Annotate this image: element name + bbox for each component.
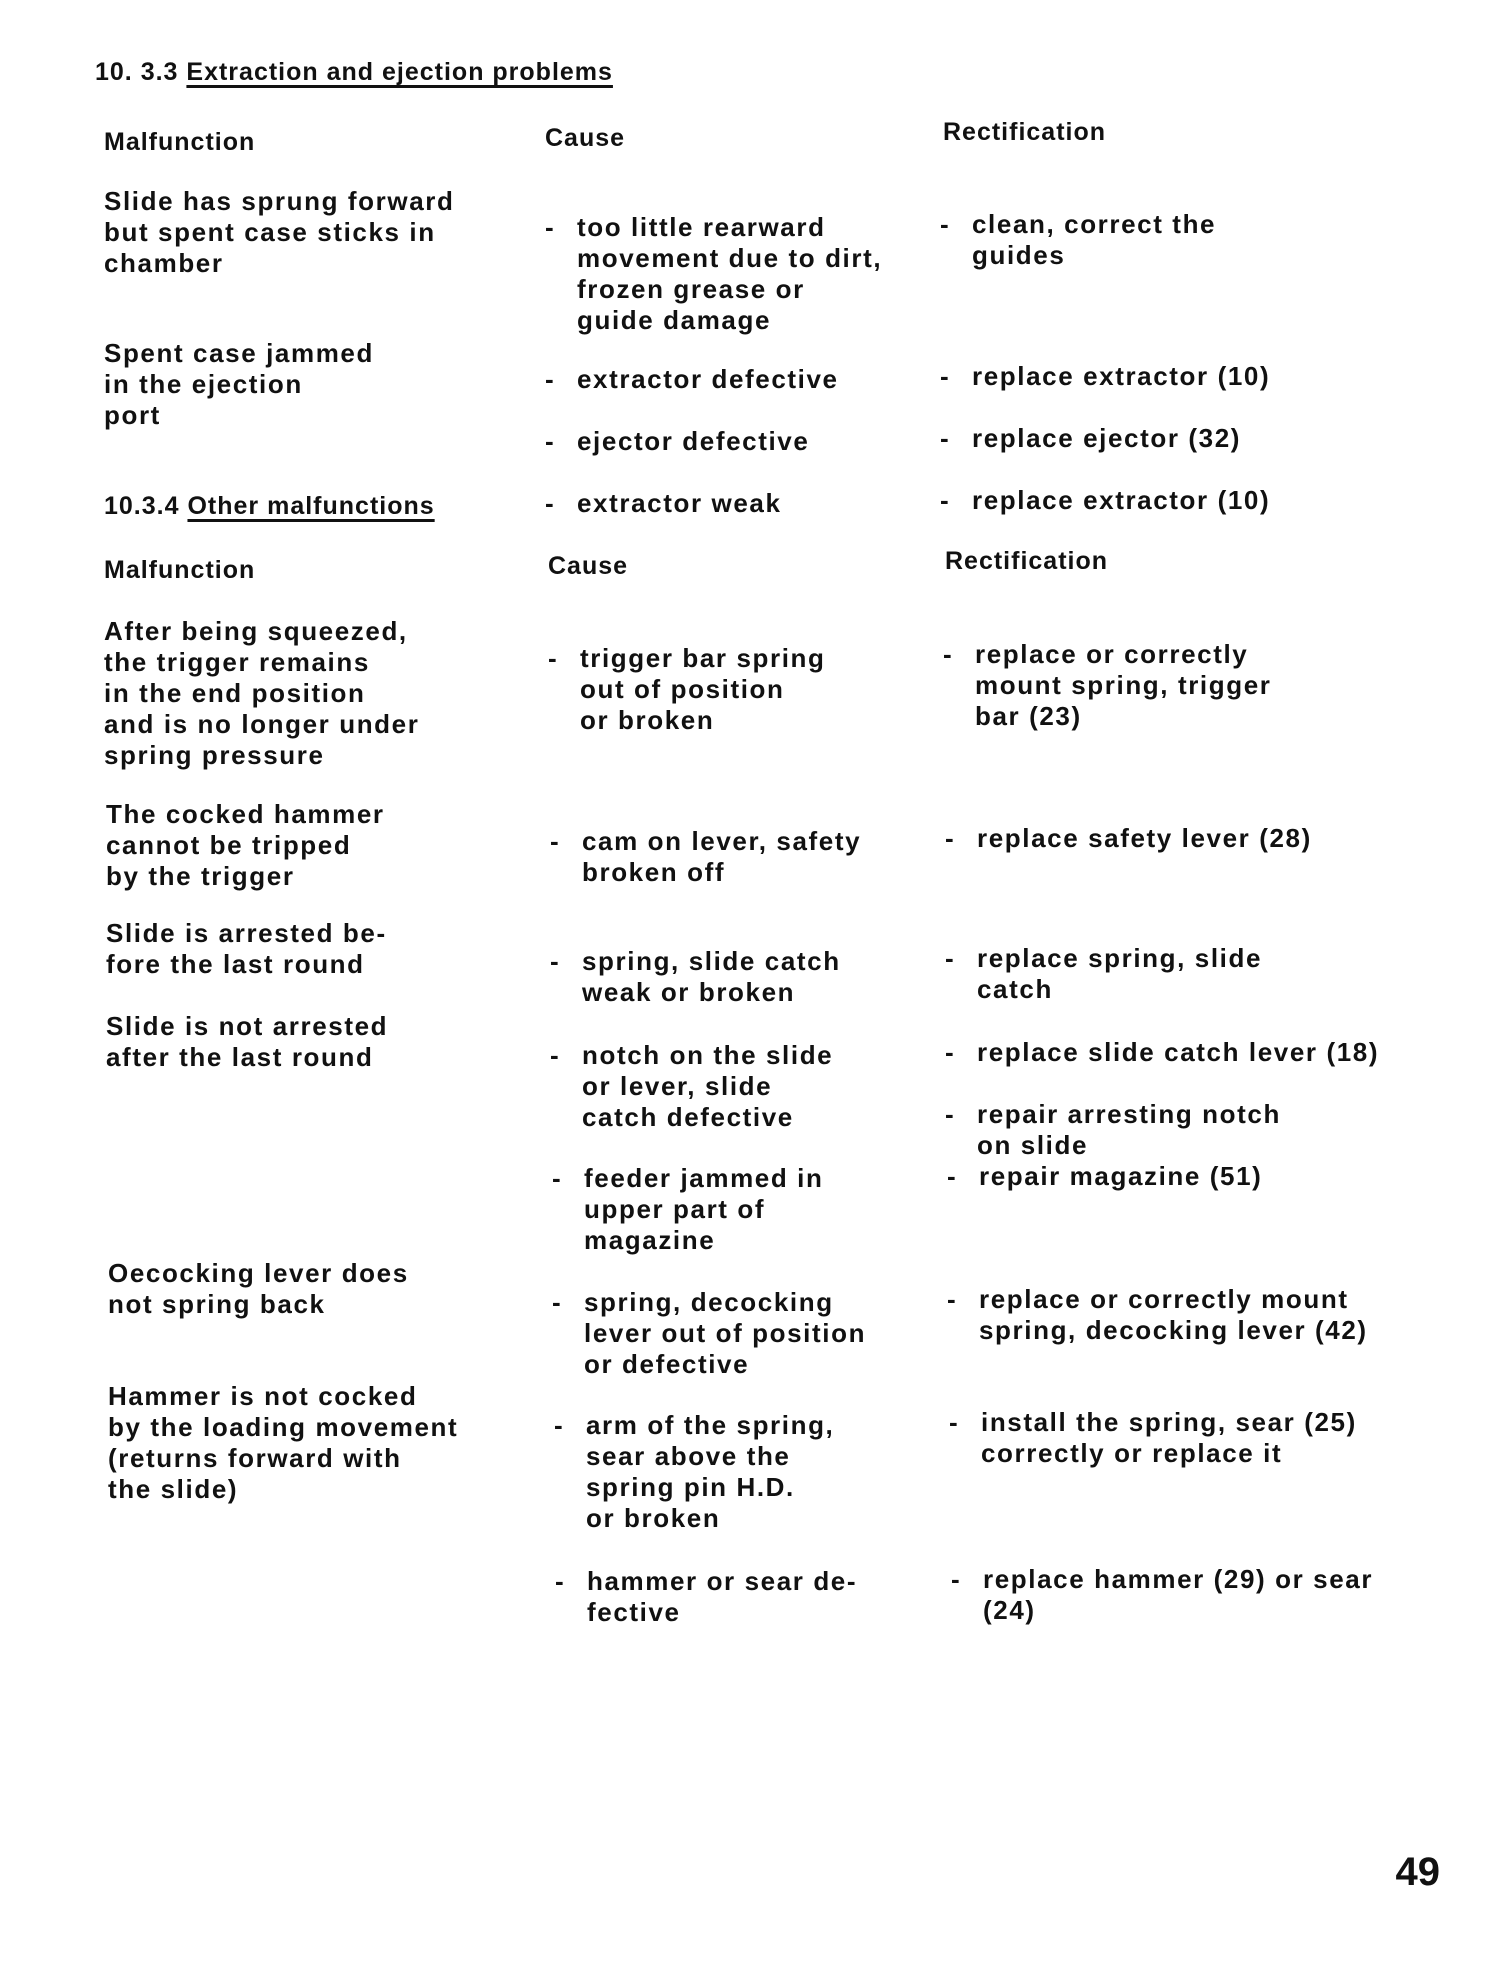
rectification-list [949,1376,1449,1500]
cause-item: - hammer or sear de- fective [555,1566,945,1628]
malfunction-text: Oecocking lever does not spring back [108,1258,409,1319]
malfunction-text: The cocked hammer cannot be tripped by the trigger [106,799,385,891]
cause-item: - extractor weak [545,488,935,519]
rectification-item: - repair magazine (51) [947,1161,1427,1192]
cause-item: - notch on the slide or lever, slide catch defective [550,1040,940,1133]
rectification-item: - repair arresting notch on slide [945,1099,1445,1161]
cause-item: - trigger bar spring out of position or broken [548,643,938,736]
rectification-item: - replace safety lever (28) [945,823,1425,854]
cause-list [548,612,938,767]
section-heading-extraction [95,58,613,87]
cause-list [555,1535,945,1659]
rectification-item: - replace or correctly mount spring, trigger bar (23) [943,639,1423,732]
section-number: 10. 3.3 [95,58,179,86]
rectification-item: - replace extractor (10) [940,361,1420,392]
cause-item: - cam on lever, safety broken off [550,826,940,888]
rectification-list [943,608,1423,763]
cause-item: - too little rearward movement due to dirt, frozen grease or guide damage [545,212,935,336]
cause-item: - feeder jammed in upper part of magazine [552,1163,942,1256]
rectification-item: - replace or correctly mount spring, decocking lever (42) [947,1284,1447,1346]
cause-list [550,795,940,919]
section-title: Other malfunctions [187,492,435,520]
rectification-list [945,792,1425,885]
rectification-item: - replace slide catch lever (18) [945,1037,1445,1068]
rectification-item: - replace hammer (29) or sear (24) [951,1564,1451,1626]
column-header-cause: Cause [545,124,626,152]
malfunction-text: Hammer is not cocked by the loading movement (returns forward with the slide) [108,1381,459,1504]
rectification-list [947,1130,1427,1223]
rectification-list [940,178,1420,302]
rectification-item: - clean, correct the guides [940,209,1420,271]
malfunction-text: Slide has sprung forward but spent case sticks in chamber [104,186,455,278]
rectification-item: - replace extractor (10) [940,485,1420,516]
column-header-malfunction: Malfunction [104,128,256,156]
rectification-item: - replace ejector (32) [940,423,1420,454]
rectification-item: - install the spring, sear (25) correctly or replace it [949,1407,1449,1469]
rectification-list [940,330,1420,547]
malfunction-text: Spent case jammed in the ejection port [104,338,374,430]
rectification-item: - replace spring, slide catch [945,943,1425,1005]
column-header-cause: Cause [548,552,629,580]
column-header-rectification: Rectification [943,118,1107,146]
cause-item: - extractor defective [545,364,935,395]
cause-item: - arm of the spring, sear above the spring pin H.D. or broken [554,1410,944,1534]
page-number: 49 [1395,1850,1440,1894]
rectification-list [951,1533,1451,1657]
section-title: Extraction and ejection problems [186,58,613,86]
cause-item: - spring, decocking lever out of position or defective [552,1287,942,1380]
rectification-list [947,1253,1447,1377]
cause-item: - ejector defective [545,426,935,457]
column-header-rectification: Rectification [945,547,1109,575]
malfunction-text: Slide is arrested be- fore the last round [106,918,387,979]
section-number: 10.3.4 [104,492,180,520]
section-heading-other [104,492,435,521]
column-header-malfunction: Malfunction [104,556,256,584]
malfunction-text: After being squeezed, the trigger remains in the end position and is no longer under spring pressure [104,616,420,770]
cause-list [545,333,935,550]
malfunction-text: Slide is not arrested after the last round [106,1011,389,1072]
cause-item: - spring, slide catch weak or broken [550,946,940,1008]
